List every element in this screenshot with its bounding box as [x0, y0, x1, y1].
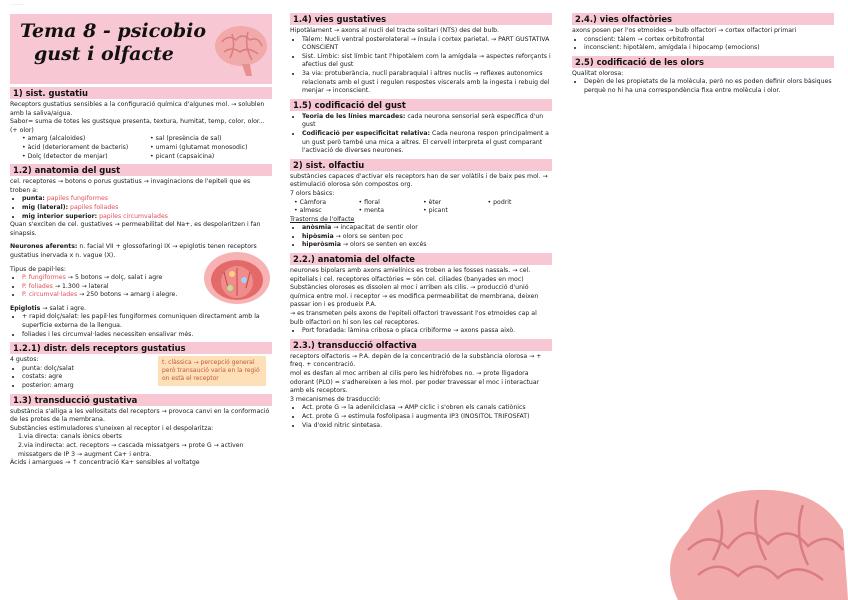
- list-item: • umami (glutamat monosodic): [150, 144, 272, 153]
- list-item: • mig (lateral): papiles foliades: [22, 204, 272, 213]
- heading-s121: 1.2.1) distr. dels receptors gustatius: [10, 342, 272, 354]
- list-item: • Sist. Límbic: sist límbic tant l'hipotàlem com la amígdala → aspectes reforçants i afectius del gust: [302, 53, 552, 70]
- heading-s25: 2.5) codificació de les olors: [572, 56, 834, 68]
- heading-s13: 1.3) transducció gustativa: [10, 394, 272, 406]
- text: Receptors gustatius sensibles a la configuració química d'algunes mol. → solublen amb la saliva/aigua.: [10, 101, 265, 117]
- text: 4 gustos:: [10, 356, 39, 364]
- list-item: • 3a via: protuberància, nuclí parabraquial i altres nuclis → reflexes autonomics relacionats amb el gust i regulen respostes viscerals amb la ingesta i rebuig del menjar → inconscient.: [302, 70, 552, 96]
- list-item: • sal (presència de sal): [150, 135, 272, 144]
- heading-s24: 2.4.) vies olfactòries: [572, 13, 834, 25]
- cod-list: [290, 113, 552, 156]
- list-item: • Càmfora: [294, 199, 359, 208]
- heading-s12: 1.2) anatomia del gust: [10, 164, 272, 176]
- list-item: • + rapid dolç/salat: les papil·les fungiformes comuniquen directament amb la superfície externa de la llengua.: [22, 313, 272, 330]
- text: Sabor= suma de totes les gustsque presenta, textura, humitat, temp, color, olor... (+ olor): [10, 118, 265, 134]
- text: cel. receptores → botons o porus gustatius → invaginacions de l'epiteli que es troben a:: [10, 178, 251, 194]
- list-item: • menta: [359, 207, 424, 216]
- text: substàncies capaces d'activar els receptors han de ser volàtils i de baix pes mol. → estimulació olorosa són compostos org.: [290, 172, 548, 189]
- heading-s14: 1.4) vies gustatives: [290, 13, 552, 25]
- list-item: • Dolç (detector de menjar): [22, 153, 144, 162]
- list-item: • Act. prote G → estimula fosfolipasa i augmenta IP3 (INOSITOL TRIFOSFAT): [302, 413, 552, 422]
- list-item: • mig interior superior: papiles circumvalades: [22, 213, 272, 222]
- list-item: • inconscient: hipotàlem, amígdala i hipocamp (emocions): [584, 44, 834, 53]
- list-item: • Depèn de les propietats de la molècula, però no es poden definir olors bàsiques perquè no hi ha una correspondència fixa entre molècula i olor.: [584, 78, 834, 95]
- list-item: • foliades i les circumval·lades necessiten ensalivar més.: [22, 331, 272, 340]
- text: neurones bipolars amb axons amielínics es troben a les fosses nassals. → cel. epitelials i cel. receptores olfactòries = són cel. ciliades (banyades en moc): [290, 267, 531, 283]
- list-item: • almesc: [294, 207, 359, 216]
- papil-list: [10, 195, 272, 221]
- list-item: • posterior: amarg: [22, 382, 272, 391]
- tongue-icon: [202, 250, 272, 306]
- list-item: • Tàlem: Nucli ventral posterolateral → ínsula i cortex parietal. → PART GUSTATIVA CONSCIENT: [302, 36, 552, 53]
- list-item: • àcid (deteriorament de bacteris): [22, 144, 144, 153]
- list-item: • P. foliades → 1.300 → lateral: [22, 283, 202, 292]
- list-item: • podrit: [488, 199, 553, 208]
- list-item: • hiperòsmia → olors se senten en excés: [302, 241, 552, 250]
- page-title: Tema 8 - psicobio gust i olfacte: [20, 20, 207, 65]
- title-box: [10, 14, 272, 84]
- list-item: • anòsmia → incapacitat de sentir olor: [302, 224, 552, 233]
- brain-icon: [212, 20, 270, 78]
- text: 1.via directa: canals iònics oberts: [18, 433, 122, 441]
- text: receptors olfactoris → P.A. depèn de la concentració de la substància olorosa → + freq. + concentració.: [290, 352, 542, 369]
- column-3: [572, 10, 834, 96]
- text: substància s'alliga a les vellositats del receptors → provoca canvi en la conformació de les protes de la membrana.: [10, 407, 270, 424]
- text: Hipotàlament → axons al nucli del tracte solitari (NTS) des del bulb.: [290, 27, 500, 34]
- list-item: • floral: [359, 199, 424, 208]
- list-item: • conscient: tàlem → cortex orbitofrontal: [584, 36, 834, 45]
- list-item: • Via d'oxid nitric sintetasa.: [302, 422, 552, 431]
- olors-list: [290, 199, 552, 216]
- list-item: • èter: [423, 199, 488, 208]
- taste-list: [10, 135, 272, 161]
- text: Tipus de papil·les:: [10, 265, 66, 273]
- list-item: • amarg (alcaloides): [22, 135, 144, 144]
- list-item: • P. circumval·lades → 250 botons → amarg i alegre.: [22, 291, 202, 300]
- list-item: • punta: dolç/salat: [22, 365, 272, 374]
- text: Neurones aferents: n. facial VII + glossofaringi IX → epiglotis tenen receptors gustatius inervada x n. vague (X).: [10, 243, 257, 259]
- note-box: t. clàssica → percepció general però transaució varia en la regió on està el receptor: [158, 356, 266, 386]
- column-2: [290, 10, 552, 430]
- cod-olors-list: [572, 78, 834, 95]
- text: 7 olors bàsics:: [290, 189, 335, 197]
- trasduccio-list: [290, 404, 552, 430]
- trastorns-list: [290, 224, 552, 250]
- text: Epiglotis → salat i agre.: [10, 304, 86, 312]
- text: Quan s'exciten de cel. gustatives → permeabilitat del Na+, es despolaritzen i fan sinapsis.: [10, 221, 261, 237]
- text: → es transmeten pels axons de l'epiteli olfactori travessant l'os etmoides cap al bulb olfactori on hi son les cel receptores.: [290, 310, 537, 326]
- list-item: • P. fungiformes → 5 botons → dolç, salat i agre: [22, 274, 202, 283]
- brain-illustration-icon: [658, 460, 848, 600]
- list-item: • punta: papiles fungiformes: [22, 195, 272, 204]
- list-item: • picant (capsaicina): [150, 153, 272, 162]
- list-item: • picant: [423, 207, 488, 216]
- text: Àcids i amargues → ↑ concentració Ka+ sensibles al voltatge: [10, 459, 200, 467]
- epiglotis-list: [10, 313, 272, 339]
- papil-types: [10, 274, 202, 300]
- text: axons posen per l'os etmoides → bulb olfactori → cortex olfactori primari: [572, 27, 797, 34]
- text: Substàncies estimuladores s'uneixen al receptor i el despolaritza:: [10, 424, 214, 432]
- text: Substàncies oloroses es dissolen al moc i arriben als cilis. → producció d'unió química entre mol. i receptor → es modifica permeabilitat de membrana, deixen passar ion i es produeix P.A.: [290, 284, 539, 309]
- text: Qualitat olorosa:: [572, 69, 624, 77]
- text: 3 mecanismes de trasducció:: [290, 395, 381, 403]
- heading-s22: 2.2.) anatomia del olfacte: [290, 253, 552, 265]
- text: mol es desfan al moc arriben al cilis pero les hidròfobes no. → prote lligadora odorant (PLO) = s'adhereixen a les mol. per poder travessar el moc i interactuar amb els receptors.: [290, 370, 540, 395]
- anatomy-list: [290, 327, 552, 336]
- list-item: • Codificació per especificitat relativa: Cada neurona respon principalment a un gust però també una mica a altres. El cervell interpreta el gust comparant l'activació de diverses neurones.: [302, 130, 552, 156]
- list-item: • Port foradada: làmina cribosa o placa cribiforme → axons passa això.: [302, 327, 552, 336]
- heading-s15: 1.5) codificació del gust: [290, 99, 552, 111]
- list-item: • Act. prote G → la adenilciclasa → AMP cíclic i s'obren els canals catiònics: [302, 404, 552, 413]
- heading-s2: 2) sist. olfactiu: [290, 159, 552, 171]
- column-1: [10, 0, 272, 468]
- vies-list: [290, 36, 552, 96]
- text: 2.via indirecta: act. receptors → cascada missatgers → prote G → activen missatgers de IP 3 → augment Ca+ i entra.: [18, 442, 244, 458]
- list-item: • Teoria de les línies marcades: cada neurona sensorial serà específica d'un gust: [302, 113, 552, 130]
- header-tiny: ·········: [10, 2, 25, 8]
- heading-s23: 2.3.) transducció olfactiva: [290, 339, 552, 351]
- list-item: • costats: agre: [22, 373, 272, 382]
- heading-s1: 1) sist. gustatiu: [10, 87, 272, 99]
- vies-olf-list: [572, 36, 834, 53]
- list-item: • hipòsmia → olors se senten poc: [302, 233, 552, 242]
- text: Trastorns de l'olfacte: [290, 215, 355, 223]
